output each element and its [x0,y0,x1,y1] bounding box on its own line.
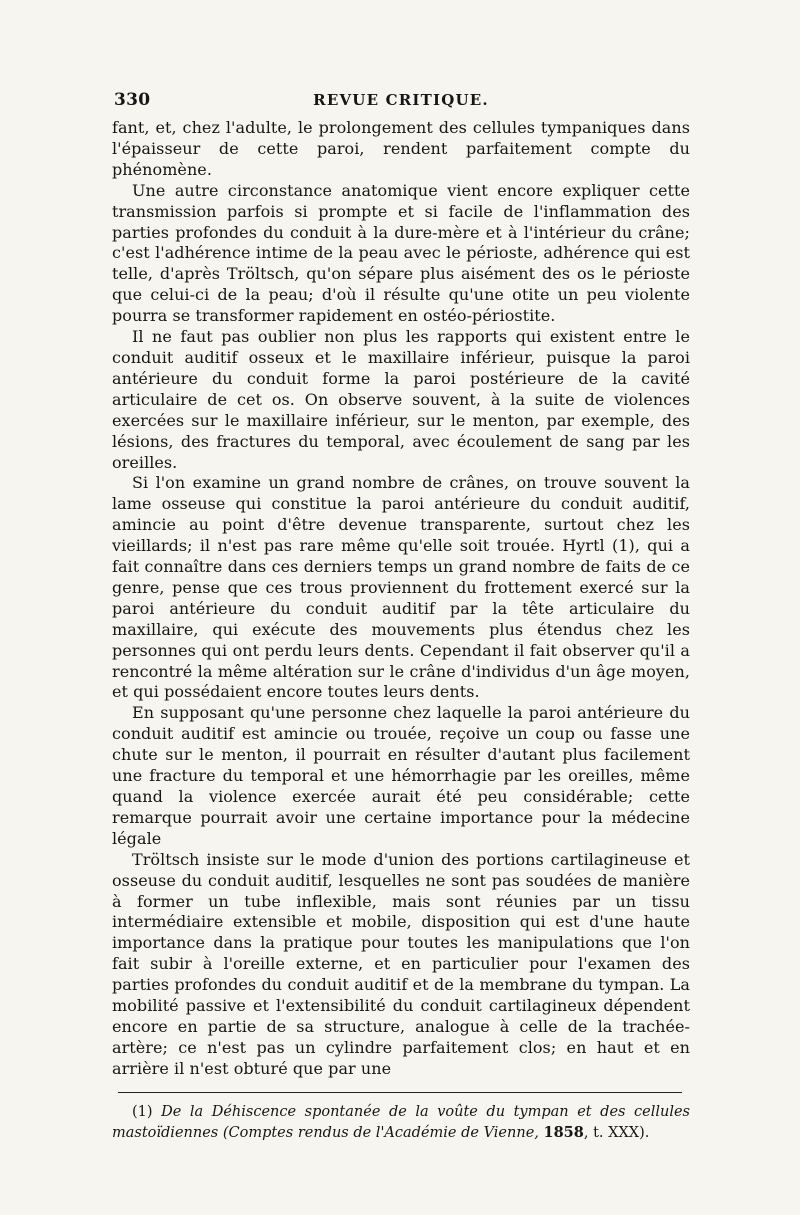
paragraph-2: Une autre circonstance anatomique vient encore expliquer cette transmission parfois si prompte et si facile de l'inflammation des parties profondes du conduit à la dure-mère et à l'intérieur du crâne; c'est l'adhérence intime de la peau avec le périoste, adhérence qui est telle, d'après Tröltsch, qu'on sépare plus aisément des os le périoste que celui-ci de la peau; d'où il résulte qu'une otite un peu violente pourra se transformer rapidement en ostéo-périostite. [112,180,690,326]
footnote-volume: , t. XXX). [583,1124,650,1141]
paragraph-1: fant, et, chez l'adulte, le prolongement des cellules tympaniques dans l'épaisseur de cette paroi, rendent parfaitement compte du phénomène. [112,118,690,179]
footnote-source: (Comptes rendus de l'Académie de Vienne, [222,1124,539,1141]
paragraph-3: Il ne faut pas oublier non plus les rapports qui existent entre le conduit auditif osseux et le maxillaire inférieur, puisque la paroi antérieure du conduit forme la paroi postérieure de la cavité articulaire de cet os. On observe souvent, à la suite de violences exercées sur le maxillaire inférieur, sur le menton, par exemple, des lésions, des fractures du temporal, avec écoulement de sang par les oreilles. [112,327,690,472]
footnote [112,1103,690,1143]
footnote-divider [118,1092,682,1093]
footnote-label: (1) [132,1104,153,1120]
page-number: 330 [114,90,151,110]
body-text [112,118,690,1080]
footnote-year: 1858 [543,1123,584,1141]
paragraph-4: Si l'on examine un grand nombre de crânes, on trouve souvent la lame osseuse qui constitue la paroi antérieure du conduit auditif, amincie au point d'être devenue transparente, surtout chez les vieillards; il n'est pas rare même qu'elle soit trouée. Hyrtl (1), qui a fait connaître dans ces derniers temps un grand nombre de faits de ce genre, pense que ces trous proviennent du frottement exercé sur la paroi antérieure du conduit auditif par la tête articulaire du maxillaire, qui exécute des mouvements plus étendus chez les personnes qui ont perdu leurs dents. Cependant il fait observer qu'il a rencontré la même altération sur le crâne d'individus d'un âge moyen, et qui possédaient encore toutes leurs dents. [112,473,690,702]
footnote-title: De la Déhiscence spontanée de la voûte du tympan et des cellules mastoïdiennes [112,1104,690,1141]
running-title: REVUE CRITIQUE. [313,91,489,109]
paragraph-6: Tröltsch insiste sur le mode d'union des portions cartilagineuse et osseuse du conduit auditif, lesquelles ne sont pas soudées de manière à former un tube inflexible, mais sont réunies par un tissu intermédiaire extensible et mobile, disposition qui est d'une haute importance dans la pratique pour toutes les manipulations que l'on fait subir à l'oreille externe, et en particulier pour l'examen des parties profondes du conduit auditif et de la membrane du tympan. La mobilité passive et l'extensibilité du conduit cartilagineux dépendent encore en partie de sa structure, analogue à celle de la trachée-artère; ce n'est pas un cylindre parfaitement clos; en haut et en arrière il n'est obturé que par une [112,849,690,1078]
running-head [112,90,690,116]
page [112,90,690,1080]
paragraph-5: En supposant qu'une personne chez laquelle la paroi antérieure du conduit auditif est amincie ou trouée, reçoive un coup ou fasse une chute sur le menton, il pourrait en résulter d'autant plus facilement une fracture du temporal et une hémorrhagie par les oreilles, même quand la violence exercée aurait été peu considérable; cette remarque pourrait avoir une certaine importance pour la médecine légale [112,703,690,848]
